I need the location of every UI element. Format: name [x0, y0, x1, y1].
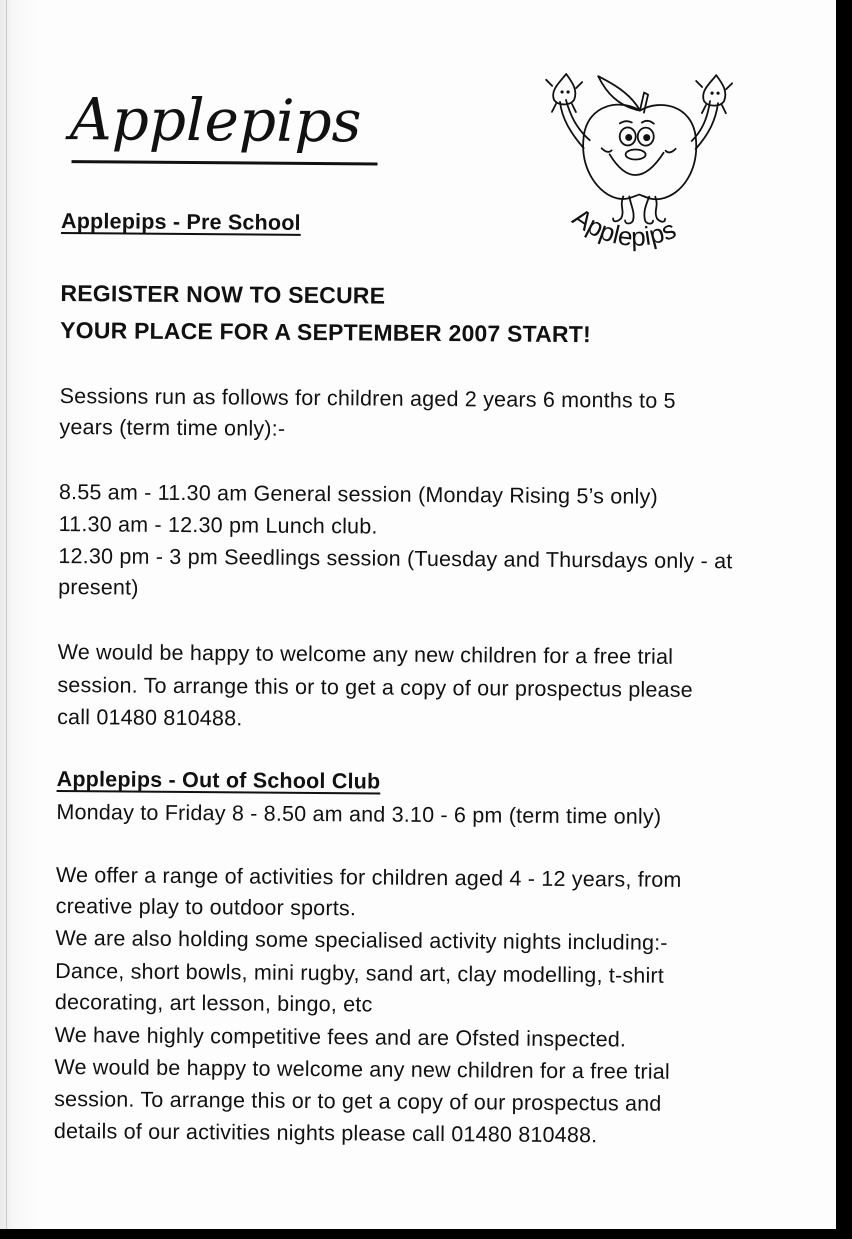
logo-text: Applepips [567, 201, 680, 252]
intro-line-2: years (term time only):- [59, 415, 286, 441]
session-line: 8.55 am - 11.30 am General session (Monday Rising 5’s only) [58, 480, 658, 509]
smiling-apple-with-pips-icon [539, 70, 741, 272]
body-line: session. To arrange this or to get a copy of our prospectus and [54, 1086, 662, 1116]
welcome-line: call 01480 810488. [57, 704, 243, 731]
body-line: Dance, short bowls, mini rugby, sand art, clay modelling, t-shirt [55, 958, 665, 988]
out-of-school-hours: Monday to Friday 8 - 8.50 am and 3.10 - 6 pm (term time only) [56, 799, 662, 829]
body-line: details of our activities nights please call 01480 810488. [53, 1118, 598, 1148]
body-line: We would be happy to welcome any new children for a free trial [54, 1054, 670, 1084]
welcome-line: We would be happy to welcome any new children for a free trial [57, 639, 674, 669]
body-line: creative play to outdoor sports. [55, 893, 357, 921]
page-title: Applepips [69, 85, 362, 156]
session-line: 11.30 am - 12.30 pm Lunch club. [58, 512, 378, 539]
session-line: 12.30 pm - 3 pm Seedlings session (Tuesday and Thursdays only - at [58, 544, 733, 574]
welcome-line: session. To arrange this or to get a copy of our prospectus please [57, 672, 693, 702]
body-line: decorating, art lesson, bingo, etc [54, 989, 373, 1017]
register-line-2: YOUR PLACE FOR A SEPTEMBER 2007 START! [60, 317, 591, 348]
body-line: We offer a range of activities for children aged 4 - 12 years, from [55, 862, 682, 892]
intro-line-1: Sessions run as follows for children aged 2 years 6 months to 5 [59, 384, 676, 413]
register-line-1: REGISTER NOW TO SECURE [60, 280, 386, 309]
title-underline [72, 160, 378, 165]
body-line: We have highly competitive fees and are Ofsted inspected. [54, 1022, 627, 1052]
preschool-heading: Applepips - Pre School [60, 209, 301, 235]
session-line: present) [58, 575, 139, 600]
body-line: We are also holding some specialised activity nights including:- [55, 925, 668, 955]
out-of-school-heading: Applepips - Out of School Club [56, 766, 381, 794]
